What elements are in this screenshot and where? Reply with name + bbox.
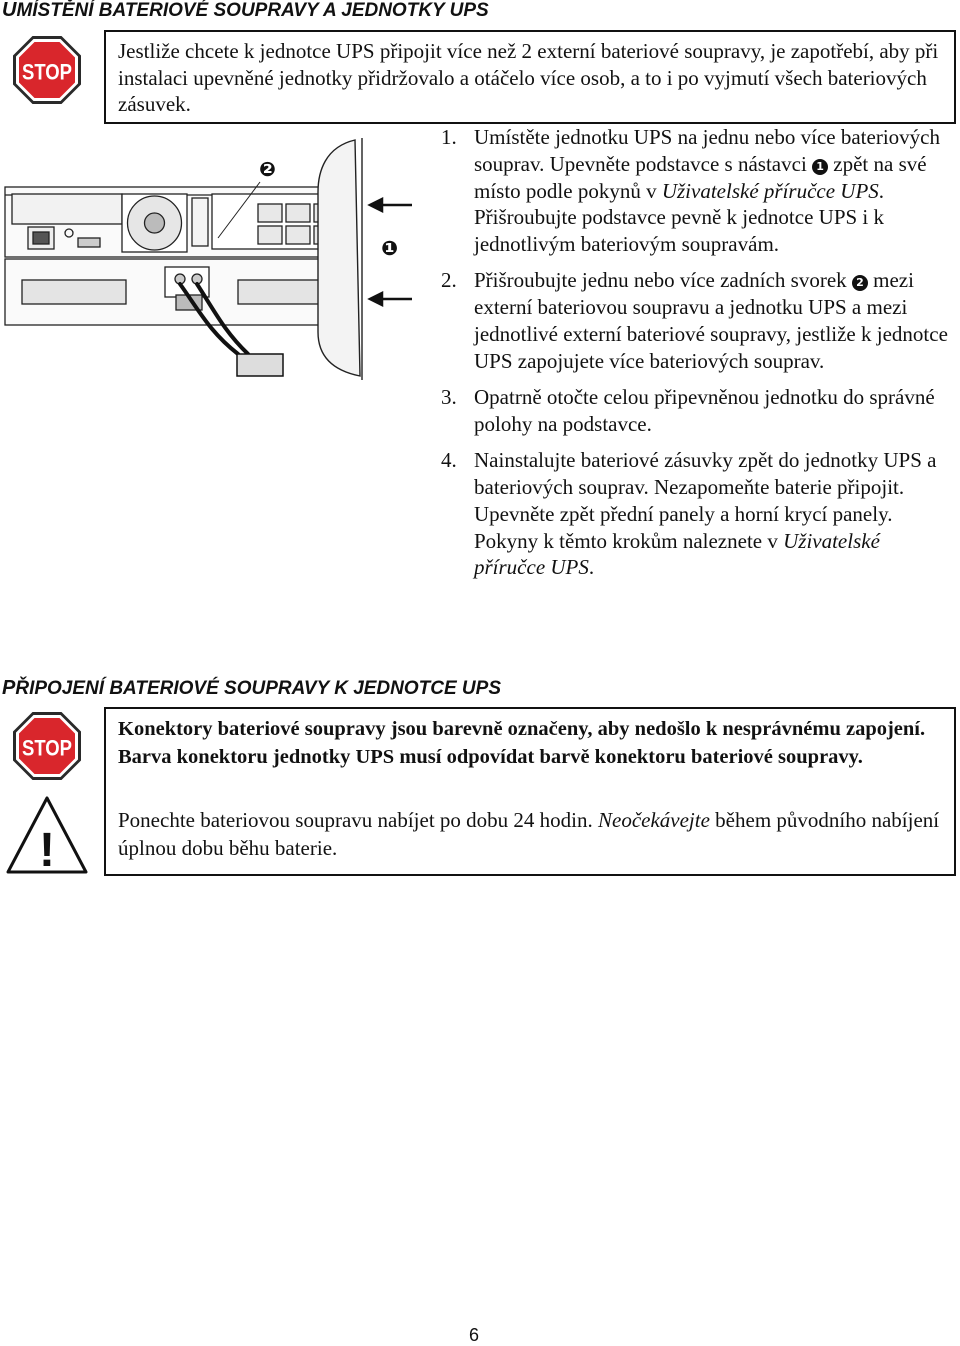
- page-number: 6: [468, 1325, 479, 1345]
- stop-sign-icon: [12, 35, 82, 105]
- step-text: Přišroubujte jednu nebo více zadních svorek: [474, 268, 852, 293]
- step-3: [441, 384, 951, 438]
- step-text: .: [588, 555, 595, 580]
- step-4: [441, 447, 951, 581]
- callout-2-inline: 2: [852, 275, 868, 291]
- section-heading-placement: [2, 0, 489, 22]
- step-number: 2.: [441, 268, 457, 293]
- installation-steps: [441, 124, 951, 591]
- manual-reference: Uživatelské příručce UPS: [474, 528, 880, 580]
- mounting-bracket: [318, 138, 362, 380]
- stop-sign-icon: [12, 711, 82, 781]
- step-text: . Přišroubujte podstavce pevně k jednotce UPS i k jednotlivým bateriovým soupravám.: [474, 178, 885, 257]
- heading-text: MÍSTĚNÍ BATERIOVÉ SOUPRAVY A JEDNOTKY UPS: [16, 0, 489, 21]
- stop-sign-label: STOP: [22, 59, 72, 85]
- note-text: Ponechte bateriovou soupravu nabíjet po dobu 24 hodin.: [118, 808, 598, 832]
- step-text: mezi externí bateriovou soupravu a jednotku UPS a mezi jednotlivé externí bateriové soupravy, jestliže k jednotce UPS zapojujete více bateriových souprav.: [474, 268, 948, 373]
- step-1: [441, 124, 951, 258]
- callout-1-marker: ❶: [381, 236, 398, 260]
- callout-2-marker: ❷: [259, 157, 276, 181]
- anderson-connector: [237, 354, 283, 376]
- charging-note: [118, 807, 948, 862]
- caution-mark: !: [39, 824, 55, 875]
- step-text: Umístěte jednotku UPS na jednu nebo více bateriových souprav. Upevněte podstavce s nástavci: [474, 125, 940, 176]
- bold-warning-text: Konektory bateriové soupravy jsou barevně označeny, aby nedošlo k nesprávnému zapojení. Barva konektoru jednotky UPS musí odpovídat barvě konektoru bateriové soupravy.: [118, 718, 926, 768]
- ups-battery-diagram: [0, 132, 440, 392]
- step-number: 4.: [441, 448, 457, 473]
- step-text: Nainstalujte bateriové zásuvky zpět do jednotky UPS a bateriových souprav. Nezapomeňte baterie připojit. Upevněte zpět přední panely a horní krycí panely. Pokyny k těmto krokům naleznete v: [474, 448, 937, 553]
- step-text: Opatrně otočte celou připevněnou jednotku do správné polohy na podstavce.: [474, 385, 935, 436]
- caution-icon: [5, 795, 89, 875]
- step-number: 3.: [441, 385, 457, 410]
- battery-pack-rear: [5, 259, 355, 325]
- stop-sign-label: STOP: [22, 735, 72, 761]
- ups-rear-panel: [5, 187, 355, 257]
- manual-reference: Uživatelské příručce UPS: [661, 178, 879, 203]
- warning-box: [104, 30, 956, 124]
- heading-initial: P: [2, 677, 16, 699]
- step-2: [441, 267, 951, 374]
- step-number: 1.: [441, 125, 457, 149]
- connection-warning-box: [104, 707, 956, 876]
- section-heading-connection: [2, 677, 501, 700]
- heading-text: ŘIPOJENÍ BATERIOVÉ SOUPRAVY K JEDNOTCE UPS: [15, 678, 501, 699]
- callout-1-inline: 1: [812, 159, 828, 175]
- warning-text: Jestliže chcete k jednotce UPS připojit více než 2 externí bateriové soupravy, je zapotřebí, aby při instalaci upevněné jednotky přidržovalo a otáčelo více osob, a to i po vyjmutí všech bateriových zásuvek.: [118, 39, 939, 116]
- note-emphasis: Neočekávejte: [598, 808, 710, 832]
- step-text: zpět na své místo podle pokynů v: [474, 151, 927, 203]
- heading-initial: U: [2, 0, 17, 21]
- note-text: během původního nabíjení úplnou dobu běhu baterie.: [118, 808, 940, 860]
